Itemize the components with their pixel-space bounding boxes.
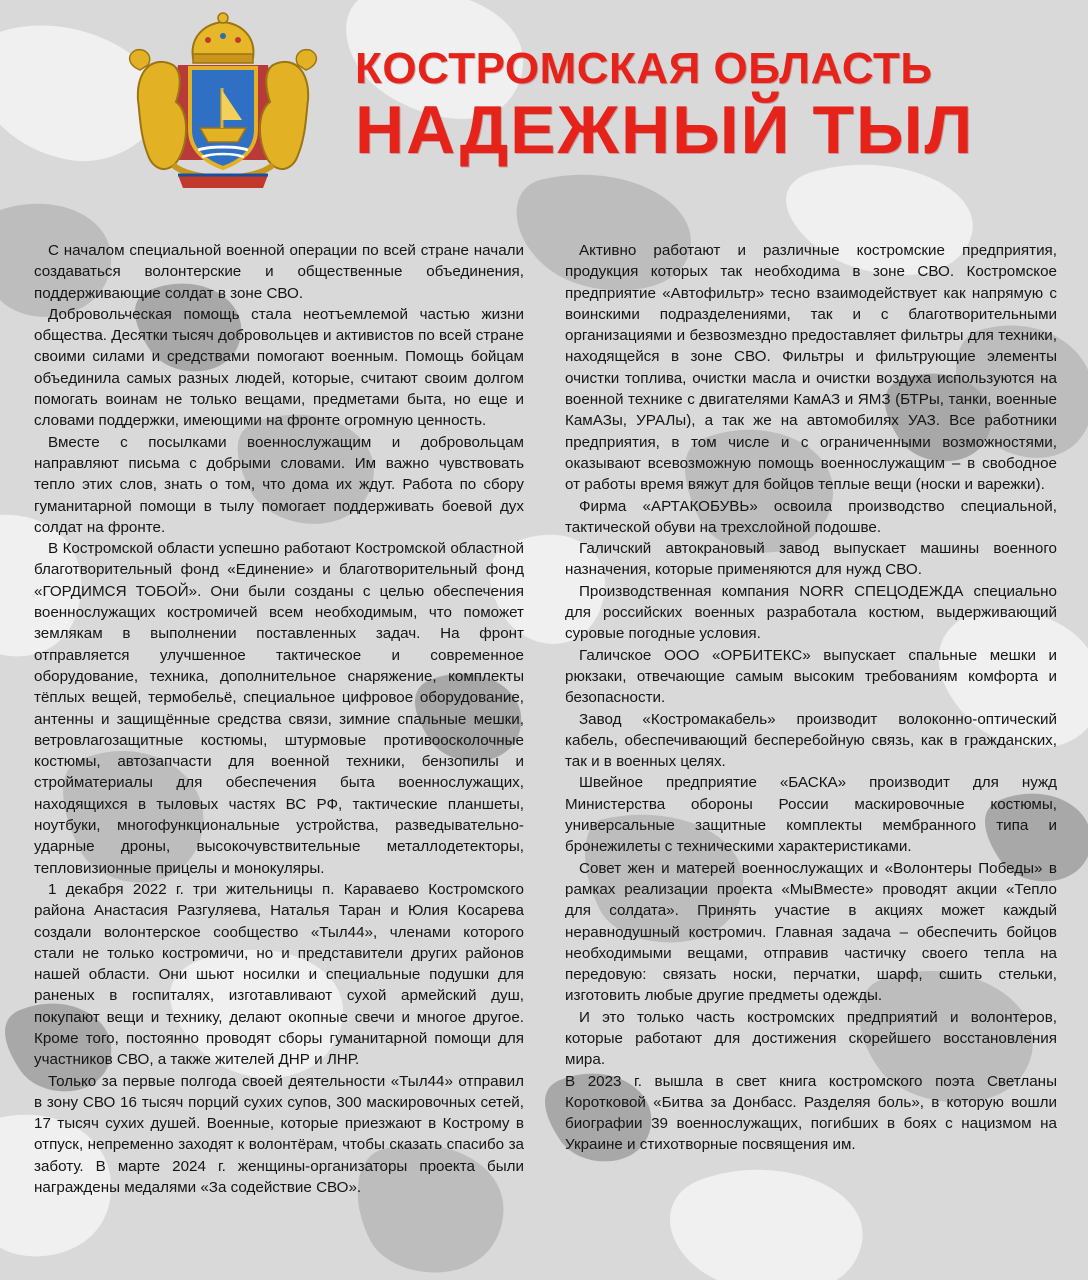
kostroma-coat-of-arms-icon	[118, 10, 328, 195]
paragraph: Фирма «АРТАКОБУВЬ» освоила производство специальной, тактической обуви на трехслойной подошве.	[565, 497, 1057, 536]
header	[0, 0, 1088, 205]
paragraph: Добровольческая помощь стала неотъемлемой частью жизни общества. Десятки тысяч добровольцев и активистов по всей стране своими силами и средствами помогают военным. Помощь бойцам объединила самых разных людей, которые, считают своим долгом помогать воинам не только вещами, предметами быта, но еще и словами поддержки, имеющими на фронте огромную ценность.	[34, 305, 524, 430]
paragraph: Производственная компания NORR СПЕЦОДЕЖДА специально для российских военных разработала костюм, выдерживающий суровые погодные условия.	[565, 582, 1057, 643]
paragraph: Совет жен и матерей военнослужащих и «Волонтеры Победы» в рамках реализации проекта «МыВместе» проводят акции «Тепло для солдата». Принять участие в акциях может каждый неравнодушный костромич. Главная задача – обеспечить бойцов необходимыми вещами, отправив частичку своего тепла на передовую: связать носки, перчатки, шарф, сшить стельки, изготовить любые другие предметы одежды.	[565, 859, 1057, 1005]
paragraph: Активно работают и различные костромские предприятия, продукция которых так необходима в зоне СВО. Костромское предприятие «Автофильтр» тесно взаимодействует как напрямую с воинскими подразделениями, так и с благотворительными организациями и безвозмездно предоставляет фильтры для техники, находящейся в зоне СВО. Фильтры и фильтрующие элементы очистки топлива, очистки масла и очистки воздуха используются на военной технике с двигателями КамАЗ и ЯМЗ (БТРы, танки, военные КамАЗы, УРАЛы), а так же на автомобилях УАЗ. Все работники предприятия, в том числе и с ограниченными возможностями, оказывают всевозможную помощь военнослужащим – в свободное от работы время вяжут для бойцов теплые вещи (носки и варежки).	[565, 242, 1057, 494]
paragraph: И это только часть костромских предприятий и волонтеров, которые работают для достижения скорейшего восстановления мира.	[565, 1008, 1057, 1069]
paragraph: В Костромской области успешно работают Костромской областной благотворительный фонд «Единение» и благотворительный фонд «ГОРДИМСЯ ТОБОЙ». Они были созданы с целью обеспечения военнослужащих костромичей всем необходимым, что поможет землякам в выполнении поставленных задач. На фронт отправляется улучшенное тактическое и современное оборудование, техника, дополнительное снаряжение, комплекты тёплых вещей, термобельё, специальное цифровое оборудование, антенны и защищённые средства связи, зимние спальные мешки, ветровлагозащитные костюмы, штурмовые противоосколочные костюмы, автозапчасти для военной техники, бензопилы и стройматериалы для обеспечения быта военнослужащих, находящихся в тыловых частях ВС РФ, тактические планшеты, ноутбуки, многофункциональные устройства, разведывательно-ударные дроны, высокочувствительные металлодетекторы, тепловизионные прицелы и монокуляры.	[34, 540, 524, 877]
paragraph: В 2023 г. вышла в свет книга костромского поэта Светланы Коротковой «Битва за Донбасс. Разделяя боль», в которую вошли биографии 39 военнослужащих, погибших в боях с нацизмом на Украине и стихотворные посвящения им.	[565, 1072, 1057, 1154]
paragraph: 1 декабря 2022 г. три жительницы п. Караваево Костромского района Анастасия Разгуляева, Наталья Таран и Юлия Косарева создали волонтерское сообщество «Тыл44», членами которого стали не только костромичи, но и представители других районов нашей области. Они шьют носилки и специальные подушки для раненых в госпиталях, изготавливают сухой армейский душ, покупают вещи и технику, делают окопные свечи и многое другое. Кроме того, постоянно проводят сборы гуманитарной помощи для участников СВО, а также жителей ДНР и ЛНР.	[34, 880, 524, 1069]
page-title-main: НАДЕЖНЫЙ ТЫЛ	[355, 92, 975, 168]
paragraph: Вместе с посылками военнослужащим и добровольцам направляют письма с добрыми словами. Им важно чувствовать тепло этих слов, знать о том, что дома их ждут. Работа по сбору гуманитарной помощи в тылу помогает поддерживать боевой дух солдат на фронте.	[34, 433, 524, 536]
paragraph: Галичский автокрановый завод выпускает машины военного назначения, которые применяются для нужд СВО.	[565, 540, 1057, 579]
paragraph: С началом специальной военной операции по всей стране начали создаваться волонтерские и общественные объединения, поддерживающие солдат в зоне СВО.	[34, 242, 524, 302]
paragraph: Только за первые полгода своей деятельности «Тыл44» отправил в зону СВО 16 тысяч порций сухих супов, 300 маскировочных сетей, 17 тысяч сухих душей. Военные, которые приезжают в Кострому в отпуск, непременно заходят к волонтёрам, чтобы сказать спасибо за заботу. В марте 2024 г. женщины-организаторы проекта были награждены медалями «За содействие СВО».	[34, 1072, 524, 1197]
paragraph: Завод «Костромакабель» производит волоконно-оптический кабель, обеспечивающий бесперебойную связь, как в гражданских, так и в военных целях.	[565, 710, 1057, 771]
right-column	[565, 240, 1057, 1156]
page-title-region: КОСТРОМСКАЯ ОБЛАСТЬ	[355, 44, 933, 93]
left-column	[34, 240, 524, 1198]
paragraph: Швейное предприятие «БАСКА» производит для нужд Министерства обороны России маскировочные костюмы, универсальные защитные комплекты мембранного типа и бронежилеты с техническими характеристиками.	[565, 774, 1057, 856]
paragraph: Галичское ООО «ОРБИТЕКС» выпускает спальные мешки и рюкзаки, отвечающие самым высоким требованиям комфорта и безопасности.	[565, 646, 1057, 707]
